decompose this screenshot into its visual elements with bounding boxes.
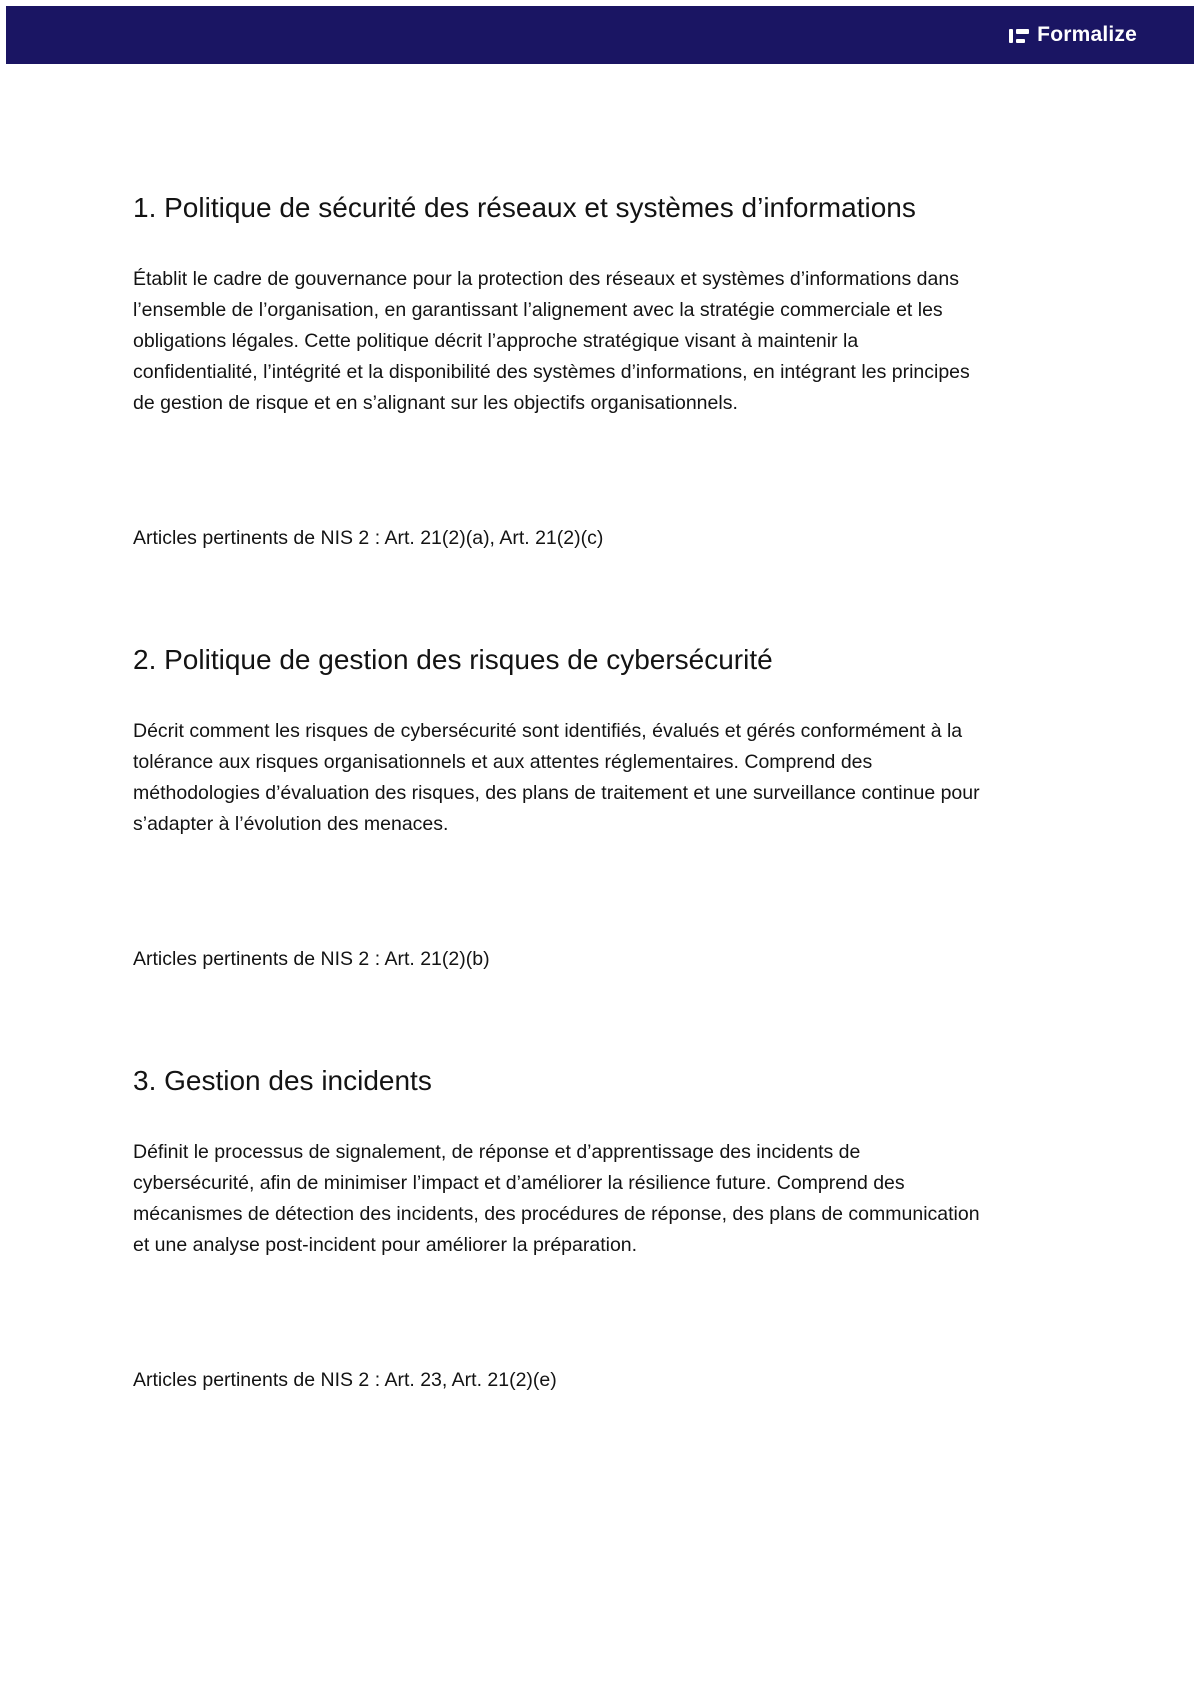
section-heading: 1. Politique de sécurité des réseaux et systèmes d’informations xyxy=(133,192,916,223)
section-description: Définit le processus de signalement, de réponse et d’apprentissage des incidents de cybersécurité, afin de minimiser l’impact et d’améliorer la résilience future. Comprend des mécanismes de détection des incidents, des procédures de réponse, des plans de communication et une analyse post-incident pour améliorer la préparation. xyxy=(133,1141,980,1256)
document-page xyxy=(0,6,1200,1701)
logo-bar-bottom xyxy=(1016,39,1025,44)
policy-section-3 xyxy=(133,1061,985,1396)
nis2-articles-reference: Articles pertinents de NIS 2 : Art. 21(2)(b) xyxy=(133,948,490,970)
nis2-articles-reference: Articles pertinents de NIS 2 : Art. 23, Art. 21(2)(e) xyxy=(133,1369,557,1391)
logo-vertical-bar xyxy=(1009,29,1013,43)
section-description: Décrit comment les risques de cybersécurité sont identifiés, évalués et gérés conformément à la tolérance aux risques organisationnels et aux attentes réglementaires. Comprend des méthodologies d’évaluation des risques, des plans de traitement et une surveillance continue pour s’adapter à l’évolution des menaces. xyxy=(133,720,980,835)
formalize-logo-icon xyxy=(1009,29,1029,43)
logo-bar-top xyxy=(1016,29,1029,34)
section-description: Établit le cadre de gouvernance pour la protection des réseaux et systèmes d’informations dans l’ensemble de l’organisation, en garantissant l’alignement avec la stratégie commerciale et les obligations légales. Cette politique décrit l’approche stratégique visant à maintenir la confidentialité, l’intégrité et la disponibilité des systèmes d’informations, en intégrant les principes de gestion de risque et en s’alignant sur les objectifs organisationnels. xyxy=(133,268,970,414)
logo-horizontal-bars xyxy=(1016,29,1029,43)
section-heading: 2. Politique de gestion des risques de cybersécurité xyxy=(133,644,773,675)
formalize-logo xyxy=(1009,23,1137,47)
section-heading: 3. Gestion des incidents xyxy=(133,1065,432,1096)
app-header xyxy=(6,6,1194,64)
document-content xyxy=(0,64,1200,1456)
policy-section-2 xyxy=(133,640,985,975)
nis2-articles-reference: Articles pertinents de NIS 2 : Art. 21(2)(a), Art. 21(2)(c) xyxy=(133,527,604,549)
policy-section-1 xyxy=(133,188,985,554)
brand-name: Formalize xyxy=(1037,23,1137,46)
